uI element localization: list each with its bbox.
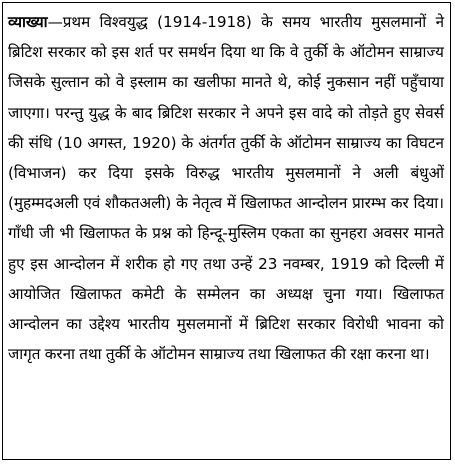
explanation-body: प्रथम विश्वयुद्ध (1914-1918) के समय भारतीय मुसलमानों ने ब्रिटिश सरकार को इस शर्त पर समर्थन दिया था कि वे तुर्की के ऑटोमन साम्राज्य जिसके सुल्तान को वे इस्लाम का खलीफा मानते थे, कोई नुकसान नहीं पहुँचाया जाएगा। परन्तु युद्ध के बाद ब्रिटिश सरकार ने अपने इस वादे को तोड़ते हुए सेवर्स की संधि (10 अगस्त, 1920) के अंतर्गत तुर्की के ऑटोमन साम्राज्य का विघटन (विभाजन) कर दिया इसके विरुद्ध भारतीय मुसलमानों ने अली बंधुओं (मुहम्मदअली एवं शौकतअली) के नेतृत्व में खिलाफत आन्दोलन प्रारम्भ कर दिया। गाँधी जी भी खिलाफत के प्रश्न को हिन्दू-मुस्लिम एकता का सुनहरा अवसर मानते हुए इस आन्दोलन में शरीक हो गए तथा उन्हें 23 नवम्बर, 1919 को दिल्ली में आयोजित खिलाफत कमेटी के सम्मेलन का अध्यक्ष चुना गया। खिलाफत आन्दोलन का उद्देश्य भारतीय मुसलमानों में ब्रिटिश सरकार विरोधी भावना को जागृत करना तथा तुर्की के ऑटोमन साम्राज्य तथा खिलाफत की रक्षा करना था। [8,13,444,364]
explanation-paragraph [3,3,450,369]
label-dash: — [47,13,63,31]
explanation-label: व्याख्या [8,13,48,31]
explanation-box [2,2,451,460]
